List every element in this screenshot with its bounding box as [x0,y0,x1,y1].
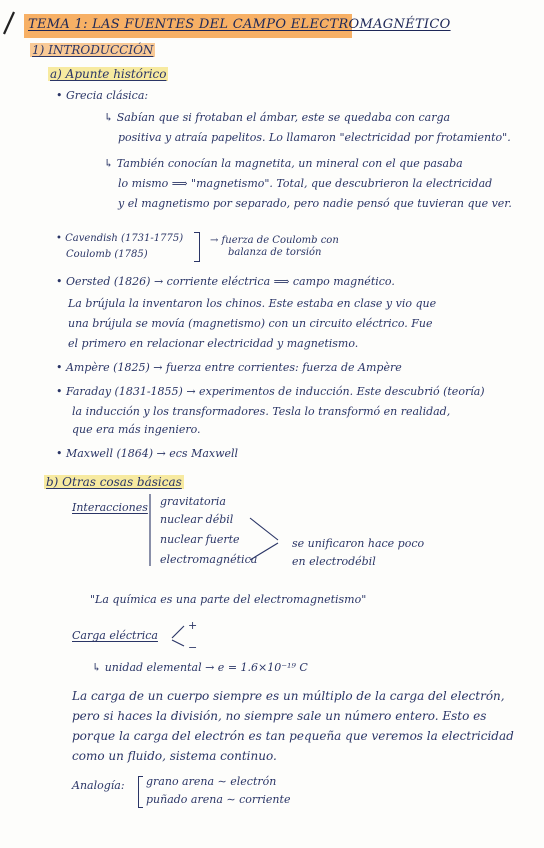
faraday-line: la inducción y los transformadores. Tesla lo transformó en realidad, [72,405,451,418]
ampere-line: • Ampère (1825) → fuerza entre corrientes: fuerza de Ampère [56,361,402,374]
grecia-line: ↳ También conocían la magnetita, un mineral con el que pasaba [104,157,463,170]
cavendish-line: • Cavendish (1731-1775) [56,233,184,244]
subsection-heading-otras: b) Otras cosas básicas [46,475,182,489]
interacciones-label: Interacciones [72,501,148,514]
oersted-line: La brújula la inventaron los chinos. Este estaba en clase y vio que [68,297,437,310]
interaccion-item: nuclear fuerte [160,533,240,546]
coulomb-result: → fuerza de Coulomb con [210,235,339,246]
brace [194,232,200,262]
oersted-line: una brújula se movía (magnetismo) con un circuito eléctrico. Fue [68,317,433,330]
grecia-line: y el magnetismo por separado, pero nadie pensó que tuvieran que ver. [118,197,512,210]
grecia-line: positiva y atraía papelitos. Lo llamaron "electricidad por frotamiento". [118,131,511,144]
carga-text-line: La carga de un cuerpo siempre es un múltiplo de la carga del electrón, [72,689,505,703]
coulomb-line: Coulomb (1785) [66,249,148,260]
grecia-line: lo mismo ⟹ "magnetismo". Total, que descubrieron la electricidad [118,177,493,190]
coulomb-result: balanza de torsión [228,247,322,258]
carga-text-line: como un fluido, sistema continuo. [72,749,277,763]
carga-unit: ↳ unidad elemental → e = 1.6×10⁻¹⁹ C [92,661,308,674]
maxwell-line: • Maxwell (1864) → ecs Maxwell [56,447,239,460]
interaccion-item: gravitatoria [160,495,226,508]
oersted-line: • Oersted (1826) → corriente eléctrica ⟹ campo magnético. [56,275,395,288]
interaccion-item: nuclear débil [160,513,234,526]
page-title: TEMA 1: LAS FUENTES DEL CAMPO ELECTROMAGNÉTICO [28,17,451,32]
analogia-item: grano arena ∼ electrón [146,775,277,788]
faraday-line: que era más ingeniero. [72,423,201,436]
carga-text-line: pero si haces la división, no siempre sale un número entero. Esto es [72,709,487,723]
interacciones-note: en electrodébil [292,555,376,568]
carga-label: Carga eléctrica [72,629,158,642]
section-heading-introduccion: 1) INTRODUCCIÓN [32,43,154,57]
carga-text-line: porque la carga del electrón es tan pequeña que veremos la electricidad [72,729,514,743]
interacciones-note: se unificaron hace poco [292,537,425,550]
grecia-label: • Grecia clásica: [56,89,149,102]
grecia-line: ↳ Sabían que si frotaban el ámbar, este se quedaba con carga [104,111,451,124]
carga-plus: + [188,619,198,632]
analogia-label: Analogía: [72,779,125,792]
subsection-heading-apunte: a) Apunte histórico [50,67,167,81]
quote: "La química es una parte del electromagnetismo" [90,593,367,606]
analogia-item: puñado arena ∼ corriente [146,793,291,806]
faraday-line: • Faraday (1831-1855) → experimentos de inducción. Este descubrió (teoría) [56,385,485,398]
oersted-line: el primero en relacionar electricidad y magnetismo. [68,337,359,350]
brace [138,776,143,808]
carga-minus: − [188,641,198,654]
interaccion-item: electromagnética [160,553,258,566]
